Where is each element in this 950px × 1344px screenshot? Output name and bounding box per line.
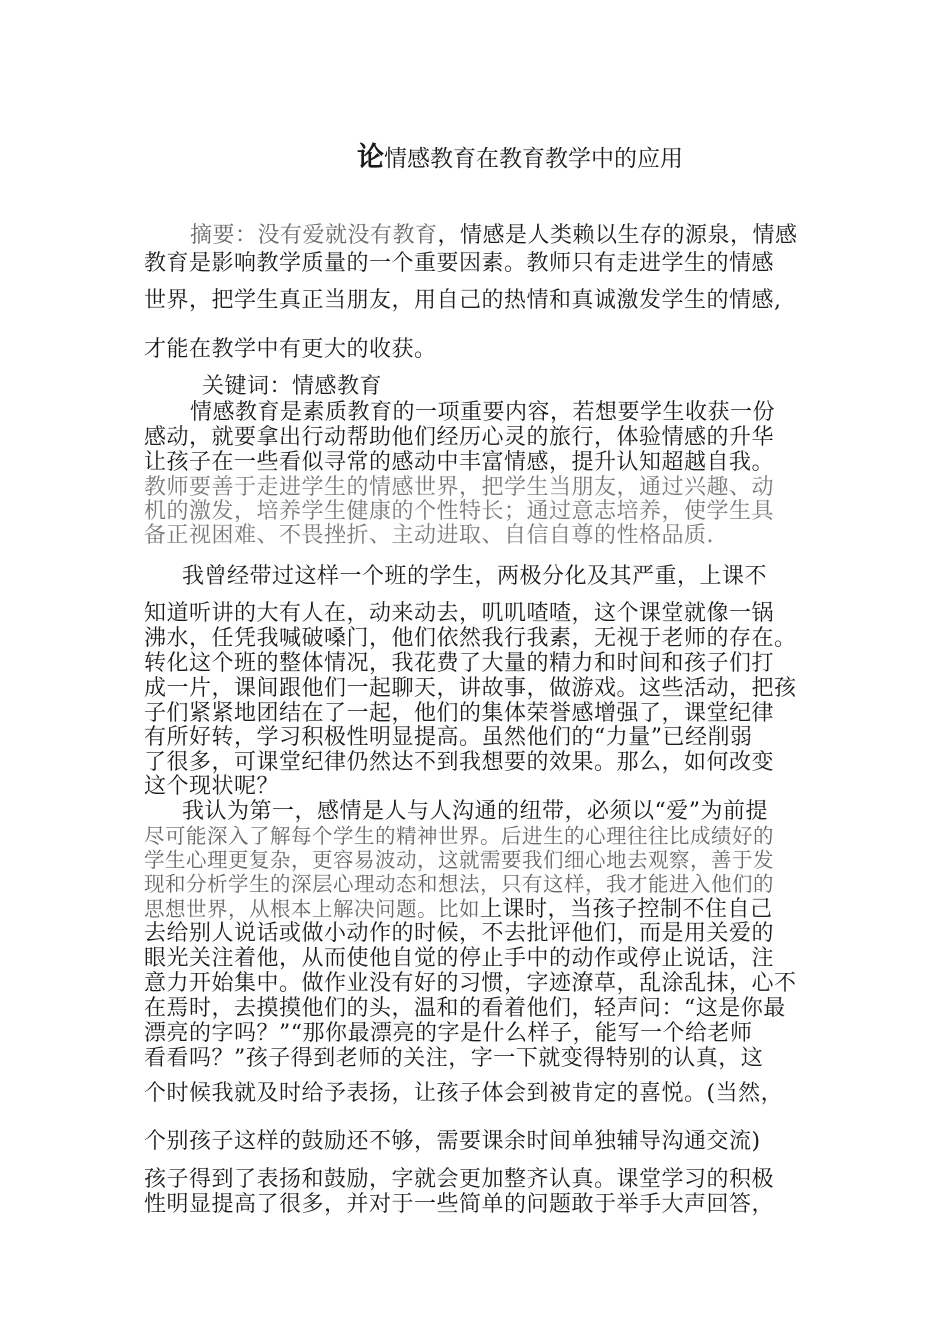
title-first-char: 论 (357, 142, 384, 173)
paragraph1-line: 情感教育是素质教育的一项重要内容，若想要学生收获一份 (190, 400, 776, 425)
paragraph3-line: 我认为第一，感情是人与人沟通的纽带，必须以“爱”为前提 (182, 799, 768, 824)
paragraph2-line: 有所好转，学习积极性明显提高。虽然他们的“力量”已经削弱 (144, 725, 753, 750)
paragraph3-line: 学生心理更复杂，更容易波动，这就需要我们细心地去观察，善于发 (144, 848, 774, 872)
paragraph2-line: 成一片，课间跟他们一起聊天，讲故事，做游戏。这些活动，把孩 (144, 676, 797, 701)
paragraph3-line: 去给别人说话或做小动作的时候，不去批评他们，而是用关爱的 (144, 921, 775, 946)
paragraph2-line: 子们紧紧地团结在了一起，他们的集体荣誉感增强了，课堂纪律 (144, 701, 775, 726)
paragraph1-line: 让孩子在一些看似寻常的感动中丰富情感，提升认知超越自我。 (144, 450, 775, 475)
paragraph2-line: 这个现状呢？ (144, 774, 280, 799)
paragraph2-line: 了很多，可课堂纪律仍然达不到我想要的效果。那么，如何改变 (144, 750, 775, 775)
paragraph3-line: 性明显提高了很多，并对于一些简单的问题敢于举手大声回答， (144, 1192, 775, 1217)
paragraph3-line: 眼光关注着他，从而使他自觉的停止手中的动作或停止说话，注 (144, 946, 775, 971)
paragraph2-line: 沸水，任凭我喊破嗓门，他们依然我行我素，无视于老师的存在。 (144, 626, 797, 651)
document-title (0, 135, 950, 174)
abstract-quote: 没有爱就没有教育 (257, 223, 438, 248)
paragraph3-line: 个时候我就及时给予表扬，让孩子体会到被肯定的喜悦。(当然， (144, 1081, 784, 1106)
paragraph3-line: 现和分析学生的深层心理动态和想法，只有这样，我才能进入他们的 (144, 872, 774, 896)
keywords-label: 关键词： (202, 374, 293, 399)
paragraph3-line: 意力开始集中。做作业没有好的习惯，字迹潦草，乱涂乱抹，心不 (144, 971, 797, 996)
paragraph1-line: 机的激发，培养学生健康的个性特长；通过意志培养，使学生具 (144, 499, 775, 524)
paragraph3-line: 漂亮的字吗？”“那你最漂亮的字是什么样子，能写一个给老师 (144, 1021, 753, 1046)
paragraph1-line: 教师要善于走进学生的情感世界，把学生当朋友，通过兴趣、动 (144, 475, 775, 500)
abstract-line-1: 摘要：没有爱就没有教育，情感是人类赖以生存的源泉，情感 (190, 223, 798, 248)
abstract-line-4: 才能在教学中有更大的收获。 (144, 337, 437, 362)
paragraph3-line: 思想世界，从根本上解决问题。比如上课时，当孩子控制不住自己 (144, 897, 773, 922)
paragraph3-line: 看看吗？”孩子得到老师的关注，字一下就变得特别的认真，这 (144, 1046, 764, 1071)
paragraph3-line: 在焉时，去摸摸他们的头，温和的看着他们，轻声问：“这是你最 (144, 996, 786, 1021)
keywords-value: 情感教育 (292, 374, 383, 399)
paragraph2-line: 转化这个班的整体情况，我花费了大量的精力和时间和孩子们打 (144, 651, 775, 676)
abstract-line-2: 教育是影响教学质量的一个重要因素。教师只有走进学生的情感 (144, 251, 775, 276)
paragraph3-line: 个别孩子这样的鼓励还不够，需要课余时间单独辅导沟通交流) (144, 1129, 761, 1154)
paragraph2-line: 我曾经带过这样一个班的学生，两极分化及其严重，上课不 (182, 564, 768, 589)
title-text: 情感教育在教育教学中的应用 (384, 146, 683, 172)
abstract-line-3: 世界，把学生真正当朋友，用自己的热情和真诚激发学生的情感, (144, 288, 782, 313)
keywords-line (144, 373, 872, 401)
abstract-label: 摘要： (190, 223, 258, 248)
paragraph2-line: 知道听讲的大有人在，动来动去，叽叽喳喳，这个课堂就像一锅 (144, 601, 775, 626)
paragraph3-line: 尽可能深入了解每个学生的精神世界。后进生的心理往往比成绩好的 (144, 824, 774, 848)
paragraph1-line: 备正视困难、不畏挫折、主动进取、自信自尊的性格品质. (144, 523, 714, 548)
paragraph3-line: 孩子得到了表扬和鼓励，字就会更加整齐认真。课堂学习的积极 (144, 1167, 775, 1192)
paragraph1-line: 感动，就要拿出行动帮助他们经历心灵的旅行，体验情感的升华 (144, 425, 775, 450)
